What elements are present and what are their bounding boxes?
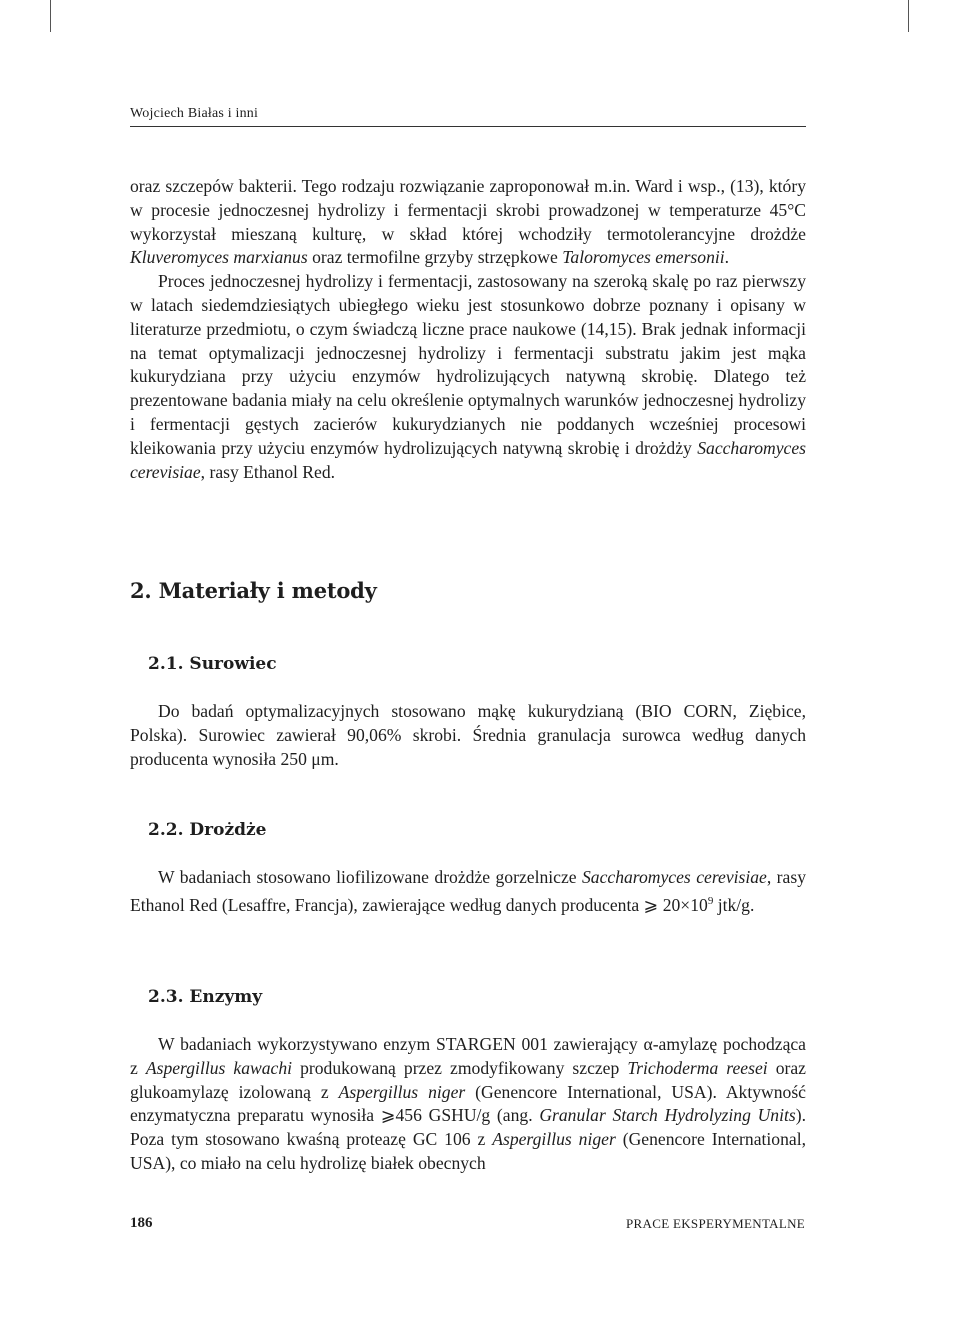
subsection-text <box>130 700 806 771</box>
paragraph: W badaniach stosowano liofilizowane drożdże gorzelnicze Saccharomyces cerevisiae, rasy Ethanol Red (Lesaffre, Francja), zawierające według danych producenta ⩾ $20\times 10^9$ jtk/g. <box>130 867 806 915</box>
intro-text <box>130 175 806 484</box>
running-header <box>130 106 806 127</box>
crop-mark <box>50 0 51 32</box>
header-author: Wojciech Białas i inni <box>130 106 259 121</box>
subsection-heading: 2.3. Enzymy <box>148 987 263 1007</box>
crop-mark <box>908 0 909 32</box>
paragraph: Do badań optymalizacyjnych stosowano mąkę kukurydzianą (BIO CORN, Ziębice, Polska). Surowiec zawierał 90,06% skrobi. Średnia granulacja surowca według danych producenta wynosiła 250 μm. <box>130 701 806 769</box>
page-number: 186 <box>130 1215 153 1231</box>
subsection-text <box>130 866 806 917</box>
paragraph: Proces jednoczesnej hydrolizy i fermentacji, zastosowany na szeroką skalę po raz pierwszy w latach siedemdziesiątych ubiegłego wieku jest stosunkowo dobrze poznany i opisany w literaturze przedmiotu, o czym świadczą liczne prace naukowe (14,15). Brak jednak informacji na temat optymalizacji jednoczesnej hydrolizy i fermentacji substratu jakim jest mąka kukurydziana przy użyciu enzymów hydrolizujących natywną skrobię. Dlatego też prezentowane badania miały na celu określenie optymalnych warunków jednoczesnej hydrolizy i fermentacji gęstych zacierów kukurydzianych nie poddanych wcześniej procesowi kleikowania przy użyciu enzymów hydrolizujących natywną skrobię i drożdży Saccharomyces cerevisiae, rasy Ethanol Red. <box>130 271 806 482</box>
paragraph: W badaniach wykorzystywano enzym STARGEN 001 zawierający α-amylazę pochodząca z Aspergillus kawachi produkowaną przez zmodyfikowany szczep Trichoderma reesei oraz glukoamylazę izolowaną z Aspergillus niger (Genencore International, USA). Aktywność enzymatyczna preparatu wynosiła ⩾456 GSHU/g (ang. Granular Starch Hydrolyzing Units). Poza tym stosowano kwaśną proteazę GC 106 z Aspergillus niger (Genencore International, USA), co miało na celu hydrolizę białek obecnych <box>130 1034 806 1173</box>
subsection-heading: 2.1. Surowiec <box>148 654 277 674</box>
paragraph: oraz szczepów bakterii. Tego rodzaju rozwiązanie zaproponował m.in. Ward i wsp., (13), który w procesie jednoczesnej hydrolizy i fermentacji skrobi prowadzonej w temperaturze 45°C wykorzystał mieszaną kulturę, w skład której wchodziły termotolerancyjne drożdże Kluveromyces marxianus oraz termofilne grzyby strzępkowe Taloromyces emersonii. <box>130 176 806 268</box>
subsection-heading: 2.2. Drożdże <box>148 820 267 840</box>
footer-section: PRACE EKSPERYMENTALNE <box>626 1216 805 1231</box>
section-heading: 2. Materiały i metody <box>130 578 377 603</box>
subsection-text <box>130 1033 806 1176</box>
